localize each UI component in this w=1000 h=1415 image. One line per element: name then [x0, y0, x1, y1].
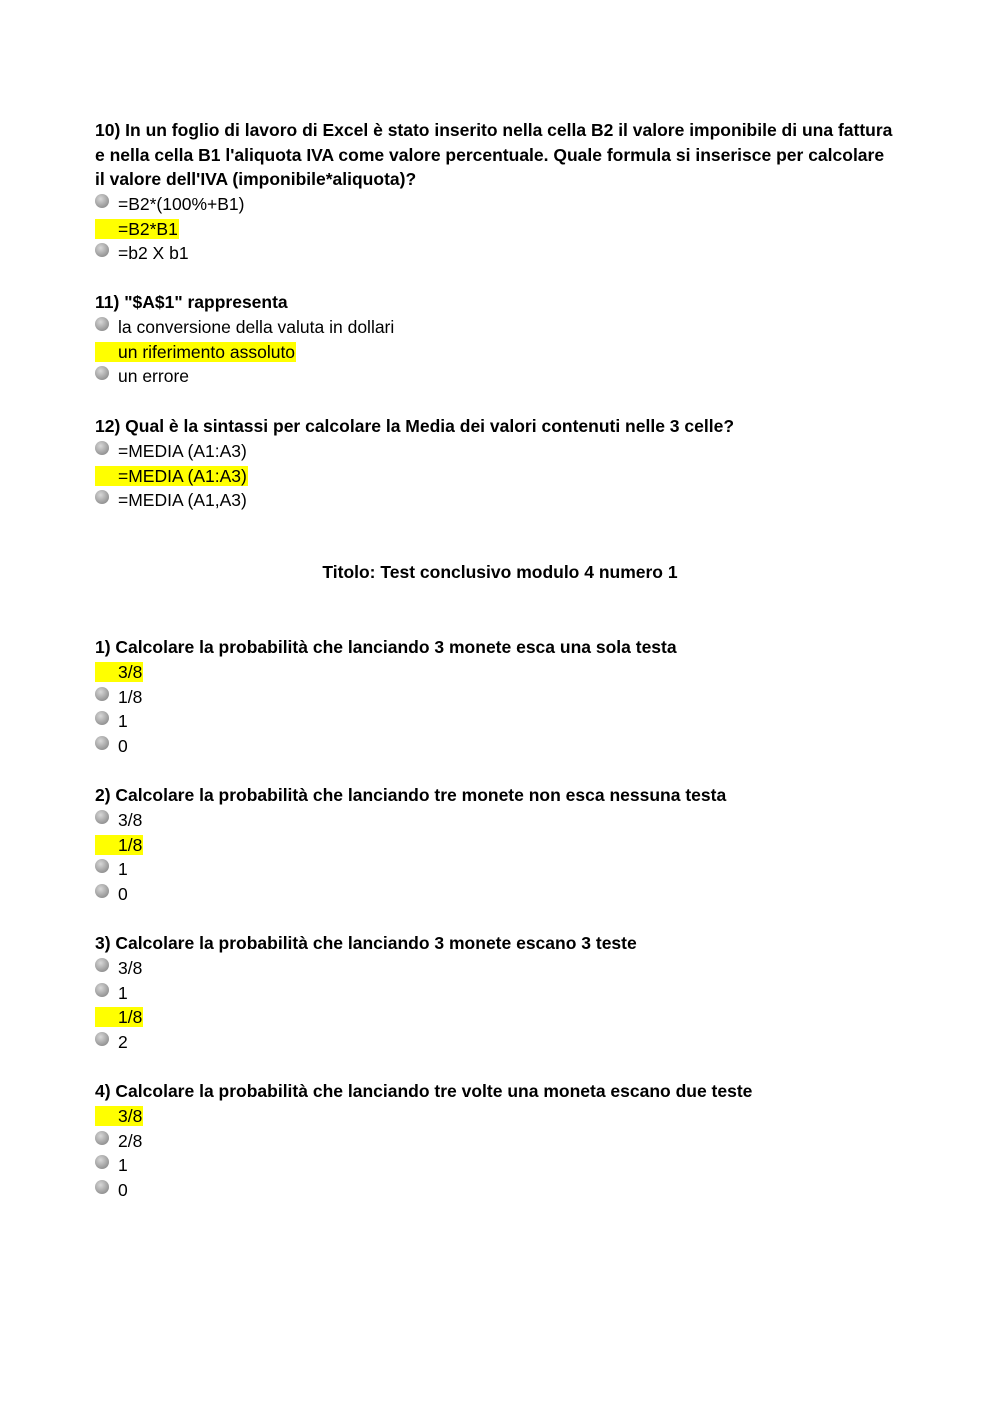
question-text: 11) "$A$1" rappresenta [95, 292, 288, 312]
answer-label: 1 [118, 1155, 128, 1176]
radio-icon[interactable] [95, 810, 109, 824]
answer-list [95, 808, 895, 907]
answer-label: 3/8 [118, 1105, 143, 1126]
radio-icon[interactable] [95, 711, 109, 725]
answer-label: un errore [118, 366, 190, 387]
answer-label: 2 [118, 1031, 128, 1052]
answer-list [95, 1104, 895, 1203]
answer-option[interactable] [95, 192, 895, 217]
answer-label: =MEDIA (A1:A3) [118, 440, 247, 461]
answer-label: 3/8 [118, 809, 143, 830]
answer-list [95, 660, 895, 759]
answer-label: 0 [118, 883, 128, 904]
answer-option-correct[interactable] [95, 1104, 895, 1129]
answer-label: =MEDIA (A1:A3) [118, 465, 247, 486]
answer-option[interactable] [95, 1153, 895, 1178]
question-p4 [95, 1079, 895, 1202]
radio-icon[interactable] [95, 983, 109, 997]
answer-option[interactable] [95, 956, 895, 981]
question-text: 4) Calcolare la probabilità che lanciando tre volte una moneta escano due teste [95, 1081, 753, 1101]
radio-icon[interactable] [95, 1131, 109, 1145]
radio-icon[interactable] [95, 1180, 109, 1194]
question-p2 [95, 783, 895, 906]
radio-icon[interactable] [95, 317, 109, 331]
answer-option-correct[interactable] [95, 1005, 895, 1030]
question-text: 3) Calcolare la probabilità che lanciando 3 monete escano 3 teste [95, 933, 637, 953]
answer-label: 1 [118, 711, 128, 732]
radio-icon[interactable] [95, 441, 109, 455]
radio-icon[interactable] [95, 466, 117, 486]
radio-icon[interactable] [95, 1032, 109, 1046]
radio-icon[interactable] [95, 219, 117, 239]
answer-label: 1 [118, 982, 128, 1003]
answer-option[interactable] [95, 241, 895, 266]
answer-option[interactable] [95, 709, 895, 734]
answer-label: =b2 X b1 [118, 243, 189, 264]
answer-label: 2/8 [118, 1130, 143, 1151]
radio-icon[interactable] [95, 859, 109, 873]
radio-icon[interactable] [95, 366, 109, 380]
question-11 [95, 290, 895, 389]
radio-icon[interactable] [95, 736, 109, 750]
radio-icon[interactable] [95, 243, 109, 257]
answer-option[interactable] [95, 488, 895, 513]
answer-option[interactable] [95, 315, 895, 340]
answer-list [95, 439, 895, 513]
answer-option[interactable] [95, 684, 895, 709]
answer-label: 1/8 [118, 834, 143, 855]
answer-option[interactable] [95, 1030, 895, 1055]
answer-list [95, 315, 895, 389]
question-text: 10) In un foglio di lavoro di Excel è stato inserito nella cella B2 il valore imponibile di una fattura e nella cella B1 l'aliquota IVA come valore percentuale. Quale formula si inserisce per calcolare il valore dell'IVA (imponibile*aliquota)? [95, 120, 893, 189]
answer-option-correct[interactable] [95, 339, 895, 364]
question-p1 [95, 635, 895, 758]
answer-list [95, 192, 895, 266]
radio-icon[interactable] [95, 194, 109, 208]
answer-label: 3/8 [118, 661, 143, 682]
radio-icon[interactable] [95, 1106, 117, 1126]
answer-option-correct[interactable] [95, 660, 895, 685]
answer-label: 1/8 [118, 686, 143, 707]
radio-icon[interactable] [95, 835, 117, 855]
answer-option[interactable] [95, 364, 895, 389]
radio-icon[interactable] [95, 687, 109, 701]
section-title: Titolo: Test conclusivo modulo 4 numero 1 [322, 562, 678, 582]
question-text: 12) Qual è la sintassi per calcolare la Media dei valori contenuti nelle 3 celle? [95, 416, 735, 436]
radio-icon[interactable] [95, 884, 109, 898]
answer-option[interactable] [95, 857, 895, 882]
answer-option[interactable] [95, 734, 895, 759]
answer-option-correct[interactable] [95, 832, 895, 857]
answer-label: la conversione della valuta in dollari [118, 316, 395, 337]
answer-label: =B2*B1 [118, 218, 178, 239]
answer-label: 0 [118, 735, 128, 756]
radio-icon[interactable] [95, 1007, 117, 1027]
question-p3 [95, 931, 895, 1054]
answer-label: un riferimento assoluto [118, 341, 296, 362]
answer-option[interactable] [95, 808, 895, 833]
answer-label: 0 [118, 1179, 128, 1200]
answer-option[interactable] [95, 980, 895, 1005]
question-text: 2) Calcolare la probabilità che lanciando tre monete non esca nessuna testa [95, 785, 727, 805]
answer-label: 1/8 [118, 1007, 143, 1028]
question-12 [95, 414, 895, 513]
answer-label: 1 [118, 859, 128, 880]
question-text: 1) Calcolare la probabilità che lanciando 3 monete esca una sola testa [95, 637, 677, 657]
answer-label: =B2*(100%+B1) [118, 193, 245, 214]
radio-icon[interactable] [95, 342, 117, 362]
radio-icon[interactable] [95, 958, 109, 972]
radio-icon[interactable] [95, 1155, 109, 1169]
answer-option[interactable] [95, 439, 895, 464]
answer-list [95, 956, 895, 1055]
answer-option-correct[interactable] [95, 216, 895, 241]
answer-option[interactable] [95, 1178, 895, 1203]
radio-icon[interactable] [95, 662, 117, 682]
answer-label: 3/8 [118, 957, 143, 978]
question-10 [95, 118, 895, 266]
answer-option-correct[interactable] [95, 463, 895, 488]
answer-label: =MEDIA (A1,A3) [118, 490, 247, 511]
radio-icon[interactable] [95, 490, 109, 504]
answer-option[interactable] [95, 882, 895, 907]
answer-option[interactable] [95, 1128, 895, 1153]
